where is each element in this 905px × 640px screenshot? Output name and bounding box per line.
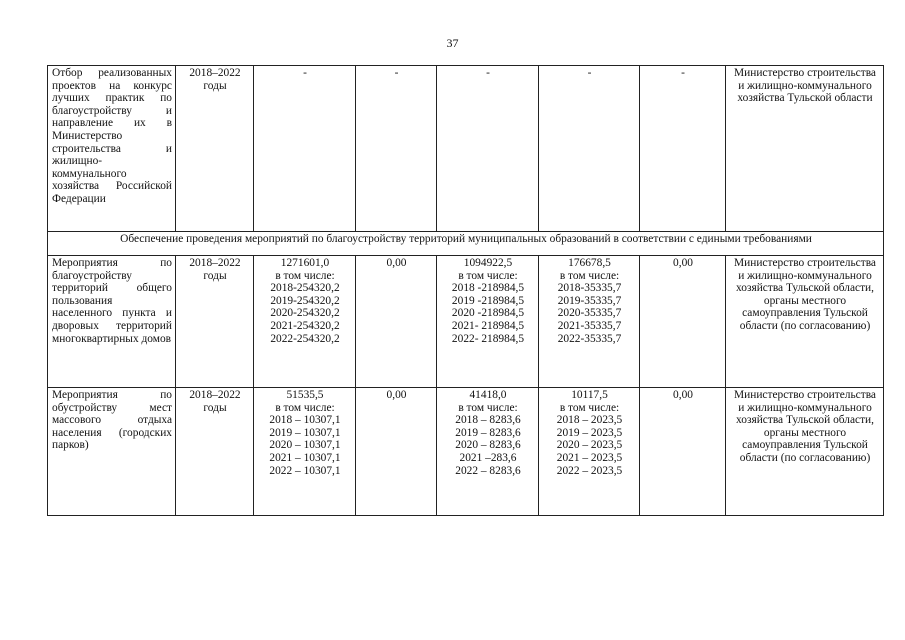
federal-funding-cell: [356, 388, 437, 516]
activity-cell: Отбор реализованных проектов на конкурс лучших практик по благоустройству и направление их в Министерство строительства и жилищно-коммунального хозяйства Российской Федерации: [48, 66, 176, 232]
cell-line: 2019 – 2023,5: [556, 426, 623, 439]
section-title: Обеспечение проведения мероприятий по благоустройству территорий муниципальных образований в соответствии с едиными требованиями: [48, 232, 884, 256]
cell-line: 2021- 218984,5: [451, 319, 525, 332]
cell-line: 2021 – 2023,5: [556, 451, 623, 464]
cell-line: 2022-35335,7: [557, 332, 622, 345]
federal-funding-cell: [356, 66, 437, 232]
cell-line: 2021-35335,7: [557, 319, 622, 332]
cell-line: 10117,5: [571, 389, 608, 401]
cell-line: 2022 – 10307,1: [269, 464, 341, 477]
cell-line: 2019 – 8283,6: [455, 426, 521, 439]
cell-line: 51535,5: [286, 389, 324, 401]
table-body: [48, 66, 884, 516]
page-number: 37: [446, 36, 459, 50]
period-cell: 2018–2022 годы: [176, 256, 254, 388]
activity-cell: Мероприятия по обустройству мест массового отдыха населения (городских парков): [48, 388, 176, 516]
cell-line: 2020 – 2023,5: [556, 439, 623, 452]
responsible-cell: Министерство строительства и жилищно-коммунального хозяйства Тульской области, органы местного самоуправления Тульской области (по согласованию): [726, 388, 884, 516]
cell-line: в том числе:: [275, 269, 335, 282]
total-funding-cell: [254, 66, 356, 232]
cell-line: 2021-254320,2: [270, 319, 340, 332]
cell-line: в том числе:: [559, 269, 620, 282]
extrabudget-funding-cell: [640, 256, 726, 388]
extrabudget-funding-cell: [640, 66, 726, 232]
cell-line: 2022-254320,2: [270, 332, 340, 345]
period-cell: 2018–2022 годы: [176, 388, 254, 516]
cell-line: 2018 – 2023,5: [556, 414, 623, 427]
cell-line: 2020-254320,2: [270, 307, 340, 320]
cell-line: 2019-35335,7: [557, 294, 622, 307]
cell-line: 2018 – 8283,6: [455, 414, 521, 427]
cell-line: -: [394, 67, 399, 79]
cell-line: 2021 – 10307,1: [269, 451, 341, 464]
responsible-cell: Министерство строительства и жилищно-коммунального хозяйства Тульской области, органы местного самоуправления Тульской области (по согласованию): [726, 256, 884, 388]
cell-line: 2022 – 8283,6: [455, 464, 521, 477]
cell-line: 2019 -218984,5: [451, 294, 525, 307]
regional-funding-cell: [437, 256, 539, 388]
local-funding-cell: [539, 388, 640, 516]
cell-line: 41418,0: [469, 389, 507, 401]
cell-line: в том числе:: [458, 269, 518, 282]
cell-line: в том числе:: [559, 401, 620, 414]
responsible-cell: Министерство строительства и жилищно-коммунального хозяйства Тульской области: [726, 66, 884, 232]
cell-line: -: [303, 67, 307, 79]
federal-funding-cell: [356, 256, 437, 388]
regional-funding-cell: [437, 66, 539, 232]
extrabudget-funding-cell: [640, 388, 726, 516]
table-row: [48, 66, 884, 232]
cell-line: 2018 -218984,5: [451, 282, 525, 295]
cell-line: 2018-254320,2: [270, 282, 340, 295]
cell-line: 2020 – 8283,6: [455, 439, 521, 452]
cell-line: в том числе:: [275, 401, 335, 414]
cell-line: 2022- 218984,5: [451, 332, 525, 345]
section-header-row: [48, 232, 884, 256]
cell-line: 1094922,5: [463, 257, 513, 269]
cell-line: 0,00: [386, 389, 407, 401]
local-funding-cell: [539, 256, 640, 388]
cell-line: 2018 – 10307,1: [269, 414, 341, 427]
table-row: [48, 388, 884, 516]
cell-line: 0,00: [673, 389, 693, 401]
cell-line: 2021 –283,6: [459, 451, 517, 464]
total-funding-cell: [254, 388, 356, 516]
program-activities-table: [47, 65, 884, 516]
cell-line: 0,00: [386, 257, 407, 269]
cell-line: 2019 – 10307,1: [269, 426, 341, 439]
total-funding-cell: [254, 256, 356, 388]
cell-line: 2019-254320,2: [270, 294, 340, 307]
cell-line: 2018-35335,7: [557, 282, 622, 295]
cell-line: 1271601,0: [280, 257, 330, 269]
cell-line: 2020-35335,7: [557, 307, 622, 320]
cell-line: 0,00: [673, 257, 693, 269]
cell-line: -: [681, 67, 685, 79]
cell-line: 2022 – 2023,5: [556, 464, 623, 477]
cell-line: -: [587, 67, 592, 79]
period-cell: 2018–2022 годы: [176, 66, 254, 232]
activity-cell: Мероприятия по благоустройству территорий общего пользования населенного пункта и дворовых территорий многоквартирных домов: [48, 256, 176, 388]
cell-line: в том числе:: [458, 401, 518, 414]
cell-line: 176678,5: [568, 257, 611, 269]
regional-funding-cell: [437, 388, 539, 516]
cell-line: 2020 -218984,5: [451, 307, 525, 320]
cell-line: -: [486, 67, 490, 79]
cell-line: 2020 – 10307,1: [269, 439, 341, 452]
local-funding-cell: [539, 66, 640, 232]
table-row: [48, 256, 884, 388]
